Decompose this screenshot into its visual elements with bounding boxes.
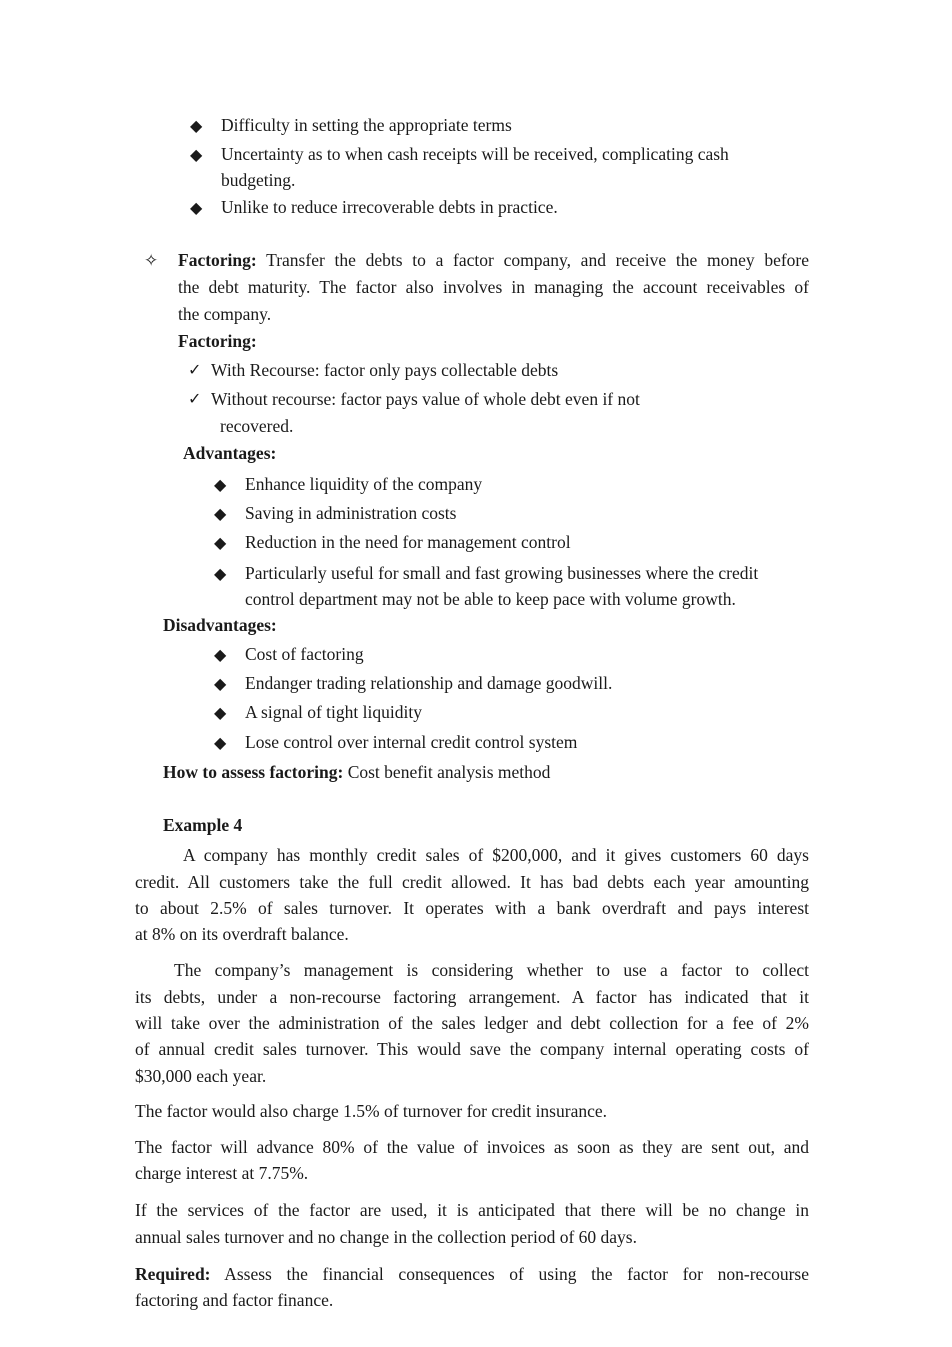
example-p2-line: The company’s management is considering whether to use a factor to collect [174,960,809,980]
list-item: Lose control over internal credit control system [245,732,578,752]
diamond-bullet-icon: ◆ [190,200,203,217]
example-p3-line: The factor would also charge 1.5% of turnover for credit insurance. [135,1101,607,1121]
list-item-continuation: recovered. [220,416,294,436]
diamond-bullet-icon: ◆ [214,506,227,523]
list-item: Reduction in the need for management control [245,532,571,552]
disadvantages-heading: Disadvantages: [163,615,277,635]
star-bullet-icon: ✧ [144,251,159,270]
list-item: Difficulty in setting the appropriate terms [221,115,512,135]
list-item: Cost of factoring [245,644,364,664]
example-title: Example 4 [163,815,243,835]
diamond-bullet-icon: ◆ [214,647,227,664]
list-item-continuation: budgeting. [221,170,296,190]
diamond-bullet-icon: ◆ [214,676,227,693]
assess-label: How to assess factoring: [163,762,344,782]
list-item: Without recourse: factor pays value of whole debt even if not [211,389,640,409]
diamond-bullet-icon: ◆ [214,735,227,752]
example-p1-line: credit. All customers take the full credit allowed. It has bad debts each year amounting [135,872,809,892]
example-p1-line: to about 2.5% of sales turnover. It operates with a bank overdraft and pays interest [135,898,809,918]
checkmark-icon: ✓ [188,391,202,408]
example-p1-line: at 8% on its overdraft balance. [135,924,349,944]
factoring-heading: Factoring: [178,250,257,270]
list-item: A signal of tight liquidity [245,702,422,722]
diamond-bullet-icon: ◆ [214,705,227,722]
required-line1: Required: Assess the financial consequences of using the factor for non-recourse [135,1264,809,1284]
factoring-definition-line1: Factoring: Transfer the debts to a factor company, and receive the money before [178,250,810,270]
diamond-bullet-icon: ◆ [190,147,203,164]
example-p4-line: The factor will advance 80% of the value of invoices as soon as they are sent out, and [135,1137,809,1157]
assess-text: Cost benefit analysis method [347,762,551,782]
checkmark-icon: ✓ [188,362,202,379]
list-item-continuation: control department may not be able to keep pace with volume growth. [245,589,736,609]
diamond-bullet-icon: ◆ [190,118,203,135]
example-p2-line: its debts, under a non-recourse factoring arrangement. A factor has indicated that it [135,987,809,1007]
advantages-heading: Advantages: [183,443,277,463]
factoring-definition-line2: the debt maturity. The factor also involves in managing the account receivables of [178,277,809,297]
example-p2-line: will take over the administration of the sales ledger and debt collection for a fee of 2% [135,1013,809,1033]
list-item: Unlike to reduce irrecoverable debts in practice. [221,197,558,217]
list-item: Uncertainty as to when cash receipts will be received, complicating cash [221,144,729,164]
required-line2: factoring and factor finance. [135,1290,334,1310]
factoring-definition-line3: the company. [178,304,272,324]
required-label: Required: [135,1264,211,1284]
example-p5-line: annual sales turnover and no change in the collection period of 60 days. [135,1227,637,1247]
list-item: Particularly useful for small and fast growing businesses where the credit [245,563,759,583]
list-item: Endanger trading relationship and damage goodwill. [245,673,613,693]
example-p2-line: $30,000 each year. [135,1066,267,1086]
diamond-bullet-icon: ◆ [214,477,227,494]
example-p1-line: A company has monthly credit sales of $200,000, and it gives customers 60 days [183,845,809,865]
assess-factoring-line [163,762,550,783]
list-item: Enhance liquidity of the company [245,474,483,494]
list-item: Saving in administration costs [245,503,457,523]
example-p4-line: charge interest at 7.75%. [135,1163,309,1183]
diamond-bullet-icon: ◆ [214,566,227,583]
diamond-bullet-icon: ◆ [214,535,227,552]
list-item: With Recourse: factor only pays collectable debts [211,360,559,380]
factoring-subheading: Factoring: [178,331,257,351]
example-p5-line: If the services of the factor are used, it is anticipated that there will be no change in [135,1200,809,1220]
example-p2-line: of annual credit sales turnover. This would save the company internal operating costs of [135,1039,809,1059]
